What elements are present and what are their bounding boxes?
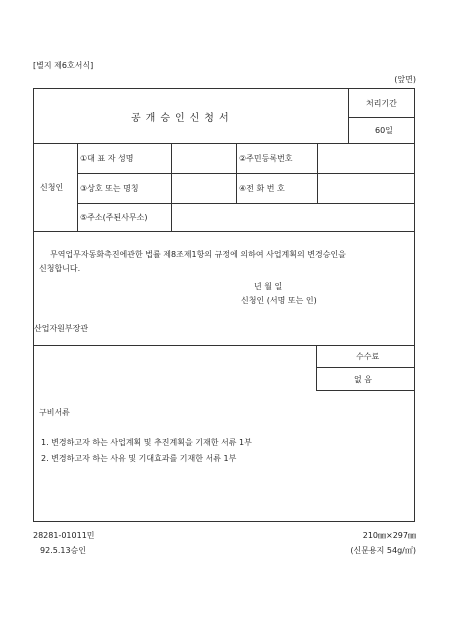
side-note: (앞면) (394, 75, 416, 84)
applicant-bottom-line (34, 231, 415, 232)
addressee: 산업자원부장관 (34, 324, 89, 333)
paper-type: (신문용지 54g/㎡) (350, 546, 416, 555)
body-bottom-line (34, 345, 415, 346)
row-line-2 (77, 203, 415, 204)
paper-size: 210㎜×297㎜ (362, 531, 416, 540)
fee-box-bottom (316, 390, 415, 391)
fee-value: 없 음 (354, 375, 372, 384)
processing-period-value: 60일 (375, 126, 393, 135)
required-doc-1: 1. 변경하고자 하는 사업계획 및 추진계획을 기재한 서류 1부 (41, 438, 252, 447)
application-form (33, 88, 415, 522)
row-line-1 (77, 173, 415, 174)
required-doc-2: 2. 변경하고자 하는 사유 및 기대효과를 기재한 서류 1부 (41, 454, 237, 463)
request-statement: 무역업무자동화촉진에관한 법률 제8조제1항의 규정에 의하여 사업계획의 변경승인을 (50, 250, 346, 259)
approval-date: 92.5.13승인 (40, 546, 86, 555)
col-line-2 (236, 143, 237, 203)
form-reference: [별지 제6호서식] (33, 61, 94, 70)
required-docs-title: 구비서류 (39, 408, 70, 417)
company-name-label: ③상호 또는 명칭 (80, 184, 139, 193)
title-bottom-line (34, 143, 415, 144)
phone-label: ④전 화 번 호 (239, 184, 285, 193)
processing-split-line (348, 117, 415, 118)
rep-name-label: ①대 표 자 성명 (80, 154, 134, 163)
form-title: 공개승인신청서 (131, 113, 234, 124)
signer-line: 신청인 (서명 또는 인) (241, 296, 317, 305)
form-code: 28281-01011민 (33, 531, 95, 540)
date-line: 년 월 일 (254, 282, 283, 291)
address-label: ⑤주소(주된사무소) (80, 213, 148, 222)
request-statement-end: 신청합니다. (39, 264, 81, 273)
resident-number-label: ②주민등록번호 (239, 154, 293, 163)
fee-box-mid (316, 367, 415, 368)
applicant-label: 신청인 (40, 183, 64, 192)
processing-period-label: 처리기간 (366, 99, 397, 108)
fee-label: 수수료 (356, 352, 380, 361)
col-line-1 (171, 143, 172, 231)
applicant-divider (77, 143, 78, 231)
col-line-3 (317, 143, 318, 203)
title-divider (348, 89, 349, 143)
